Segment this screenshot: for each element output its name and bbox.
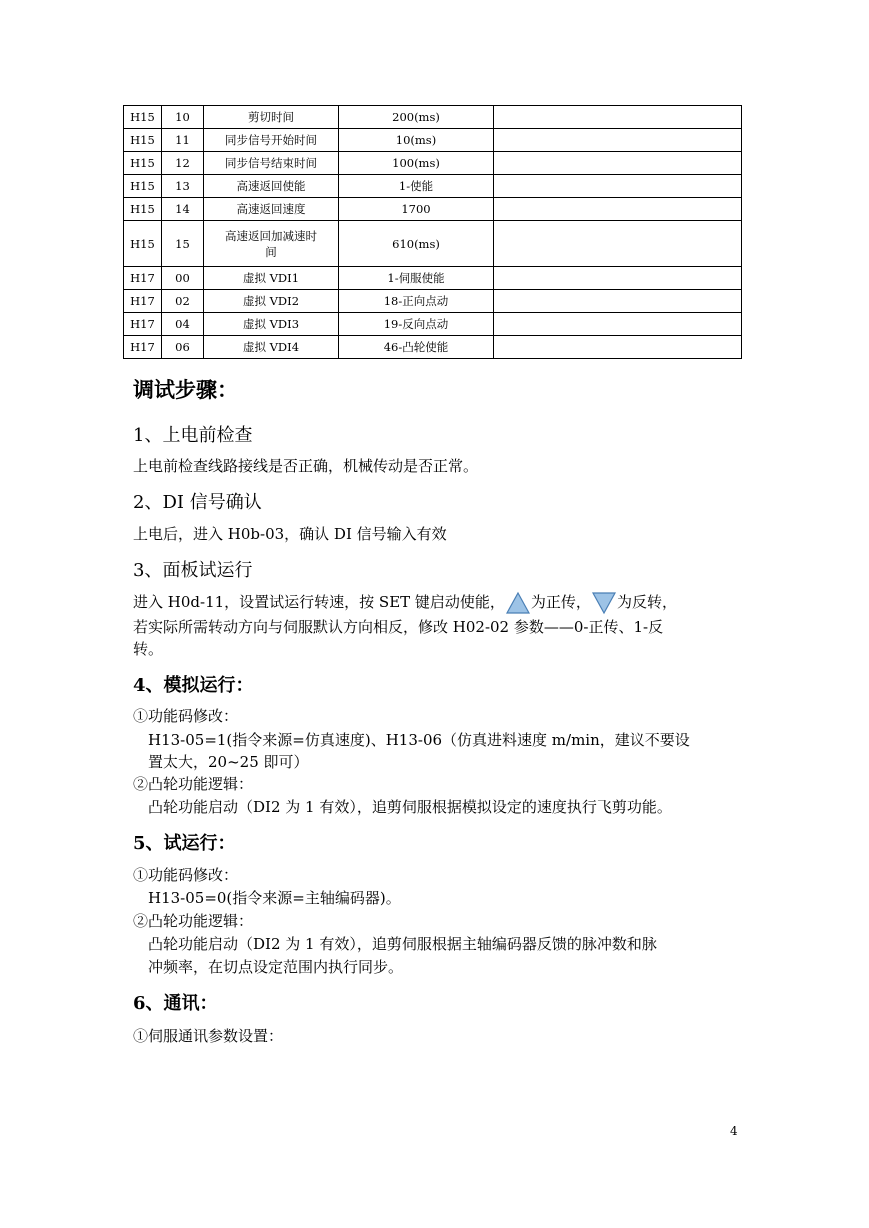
param-name-line2: 间 xyxy=(265,244,277,259)
param-name: 虚拟 VDI2 xyxy=(204,290,339,313)
section-5-sub-2-line-1: 凸轮功能启动（DI2 为 1 有效），追剪伺服根据主轴编码器反馈的脉冲数和脉 xyxy=(148,935,657,953)
section-5-title: 5、试运行： xyxy=(133,833,236,854)
table-row xyxy=(124,129,742,152)
param-index: 12 xyxy=(162,152,204,175)
section-4-sub-1: ①功能码修改： xyxy=(133,707,239,725)
section-3-text-a: 进入 H0d-11，设置试运行转速，按 SET 键启动使能， xyxy=(133,593,505,611)
param-group: H15 xyxy=(124,129,162,152)
param-value: 1-使能 xyxy=(339,175,494,198)
param-index: 02 xyxy=(162,290,204,313)
table-row xyxy=(124,336,742,359)
param-group: H17 xyxy=(124,336,162,359)
param-group: H15 xyxy=(124,106,162,129)
param-value: 200(ms) xyxy=(339,106,494,129)
param-name: 同步信号结束时间 xyxy=(204,152,339,175)
section-4-sub-1-line-1: H13-05=1(指令来源=仿真速度)、H13-06（仿真进料速度 m/min，建议不要设 xyxy=(148,731,690,749)
param-name: 高速返回速度 xyxy=(204,198,339,221)
table-row xyxy=(124,152,742,175)
param-note xyxy=(494,152,742,175)
param-group: H17 xyxy=(124,267,162,290)
param-name: 高速返回使能 xyxy=(204,175,339,198)
section-6-title: 6、通讯： xyxy=(133,993,218,1014)
param-name: 虚拟 VDI3 xyxy=(204,313,339,336)
section-2-text: 上电后，进入 H0b-03，确认 DI 信号输入有效 xyxy=(133,525,447,543)
section-4-title: 4、模拟运行： xyxy=(133,675,254,696)
section-3-text-b: 为正传， xyxy=(530,593,591,611)
table-row xyxy=(124,175,742,198)
table-row xyxy=(124,267,742,290)
up-triangle-icon xyxy=(505,591,531,615)
section-3-line-2: 若实际所需转动方向与伺服默认方向相反，修改 H02-02 参数——0-正传、1-反 xyxy=(133,618,664,636)
param-index: 00 xyxy=(162,267,204,290)
param-note xyxy=(494,336,742,359)
param-note xyxy=(494,106,742,129)
param-note xyxy=(494,290,742,313)
section-1-text: 上电前检查线路接线是否正确，机械传动是否正常。 xyxy=(133,457,479,475)
param-note xyxy=(494,198,742,221)
section-4-sub-1-line-2: 置太大，20~25 即可） xyxy=(148,753,309,771)
section-4-sub-2: ②凸轮功能逻辑： xyxy=(133,775,254,793)
param-value: 10(ms) xyxy=(339,129,494,152)
parameter-table xyxy=(123,105,742,359)
section-5-sub-2: ②凸轮功能逻辑： xyxy=(133,912,254,930)
section-6-sub-1: ①伺服通讯参数设置： xyxy=(133,1027,284,1045)
param-group: H15 xyxy=(124,221,162,267)
table-row xyxy=(124,313,742,336)
section-3-line-3: 转。 xyxy=(133,640,164,658)
param-value: 1700 xyxy=(339,198,494,221)
section-3-title: 3、面板试运行 xyxy=(133,560,253,581)
section-1-title: 1、上电前检查 xyxy=(133,425,253,446)
section-3-line-1 xyxy=(133,591,677,615)
param-name: 虚拟 VDI4 xyxy=(204,336,339,359)
table-row xyxy=(124,106,742,129)
param-name: 同步信号开始时间 xyxy=(204,129,339,152)
param-index: 04 xyxy=(162,313,204,336)
param-note xyxy=(494,129,742,152)
param-name: 虚拟 VDI1 xyxy=(204,267,339,290)
param-group: H15 xyxy=(124,152,162,175)
param-note xyxy=(494,221,742,267)
param-note xyxy=(494,313,742,336)
param-index: 13 xyxy=(162,175,204,198)
section-5-sub-1-line-1: H13-05=0(指令来源=主轴编码器)。 xyxy=(148,889,401,907)
param-value: 610(ms) xyxy=(339,221,494,267)
param-name: 剪切时间 xyxy=(204,106,339,129)
param-group: H15 xyxy=(124,175,162,198)
section-2-title: 2、DI 信号确认 xyxy=(133,492,262,513)
param-index: 15 xyxy=(162,221,204,267)
param-value: 18-正向点动 xyxy=(339,290,494,313)
param-index: 11 xyxy=(162,129,204,152)
param-index: 14 xyxy=(162,198,204,221)
param-group: H15 xyxy=(124,198,162,221)
param-value: 100(ms) xyxy=(339,152,494,175)
section-5-sub-2-line-2: 冲频率，在切点设定范围内执行同步。 xyxy=(148,958,404,976)
section-3-text-c: 为反转， xyxy=(616,593,677,611)
param-index: 06 xyxy=(162,336,204,359)
param-value: 1-伺服使能 xyxy=(339,267,494,290)
section-5-sub-1: ①功能码修改： xyxy=(133,866,239,884)
down-triangle-icon xyxy=(591,591,617,615)
param-index: 10 xyxy=(162,106,204,129)
page-number: 4 xyxy=(730,1124,738,1138)
param-group: H17 xyxy=(124,290,162,313)
steps-heading: 调试步骤： xyxy=(133,377,238,402)
param-name-line1: 高速返回加减速时 xyxy=(225,228,317,243)
param-note xyxy=(494,175,742,198)
param-value: 46-凸轮使能 xyxy=(339,336,494,359)
param-note xyxy=(494,267,742,290)
table-row xyxy=(124,221,742,267)
section-4-sub-2-line-1: 凸轮功能启动（DI2 为 1 有效），追剪伺服根据模拟设定的速度执行飞剪功能。 xyxy=(148,798,672,816)
table-row xyxy=(124,198,742,221)
param-value: 19-反向点动 xyxy=(339,313,494,336)
table-row xyxy=(124,290,742,313)
param-group: H17 xyxy=(124,313,162,336)
param-name xyxy=(204,221,339,267)
